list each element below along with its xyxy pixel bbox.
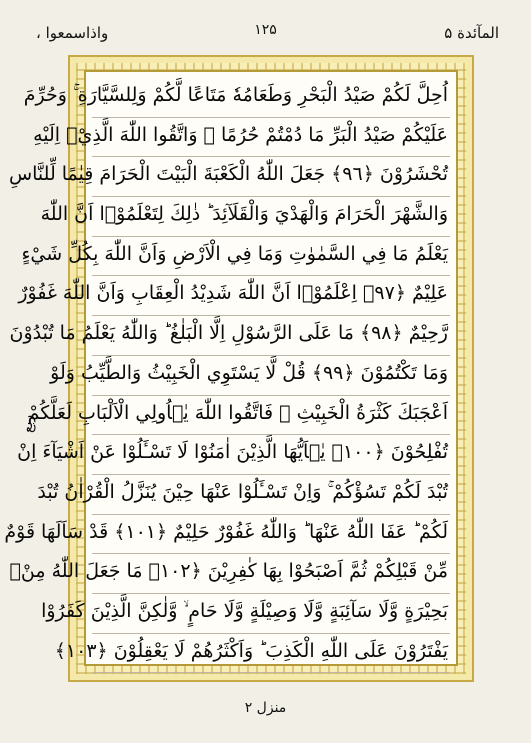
surah-name-header: المآئدة ۵ [444, 24, 499, 42]
verse-line: عَلِيْمٌ ﴿٩٧﴾ اِعْلَمُوْۤا اَنَّ اللّٰهَ شَدِيْدُ الْعِقَابِ وَاَنَّ اللّٰهَ غَفُوْرٌ [92, 276, 450, 316]
verse-line: وَالشَّهْرَ الْحَرَامَ وَالْهَدْيَ وَالْقَلَآئِدَ ؕ ذٰلِكَ لِتَعْلَمُوْۤا اَنَّ اللّٰهَ [92, 197, 450, 237]
ruku-side-marker: ربع [20, 414, 36, 433]
manzil-footer: منزل ۲ [244, 700, 287, 716]
verse-line: تُفْلِحُوْنَ ﴿١٠٠﴾ يٰۤاَيُّهَا الَّذِيْنَ اٰمَنُوْا لَا تَسْـَٔلُوْا عَنْ اَشْيَآءَ اِنْ [92, 435, 450, 475]
verse-line: اَعْجَبَكَ كَثْرَةُ الْخَبِيْثِ ۚ فَاتَّقُوا اللّٰهَ يٰۤاُولِي الْاَلْبَابِ لَعَلَّكُمْ [92, 396, 450, 436]
verse-line: عَلَيْكُمْ صَيْدُ الْبَرِّ مَا دُمْتُمْ حُرُمًا ۗ وَاتَّقُوا اللّٰهَ الَّذِيْۤ اِلَيْهِ [92, 118, 450, 158]
verse-line: وَمَا تَكْتُمُوْنَ ﴿٩٩﴾ قُلْ لَّا يَسْتَوِي الْخَبِيْثُ وَالطَّيِّبُ وَلَوْ [92, 356, 450, 396]
juz-name-header: واذاسمعوا ، [36, 24, 109, 42]
verse-line: رَّحِيْمٌ ﴿٩٨﴾ مَا عَلَى الرَّسُوْلِ اِلَّا الْبَلٰغُ ؕ وَاللّٰهُ يَعْلَمُ مَا تُبْدُوْنَ [92, 316, 450, 356]
verse-line: تُبْدَ لَكُمْ تَسُؤْكُمْ ۚ وَاِنْ تَسْـَٔلُوْا عَنْهَا حِيْنَ يُنَزَّلُ الْقُرْاٰنُ تُبْدَ [92, 475, 450, 515]
page-number: ۱۲۵ [254, 22, 277, 38]
verse-line: بَحِيْرَةٍ وَّلَا سَآئِبَةٍ وَّلَا وَصِيْلَةٍ وَّلَا حَامٍ ۙ وَّلٰكِنَّ الَّذِيْنَ كَفَرُوْا [92, 594, 450, 634]
verse-line: لَكُمْ ؕ عَفَا اللّٰهُ عَنْهَا ؕ وَاللّٰهُ غَفُوْرٌ حَلِيْمٌ ﴿١٠١﴾ قَدْ سَاَلَهَا قَوْمٌ [92, 515, 450, 555]
verse-line: تُحْشَرُوْنَ ﴿٩٦﴾ جَعَلَ اللّٰهُ الْكَعْبَةَ الْبَيْتَ الْحَرَامَ قِيٰمًا لِّلنَّاسِ [92, 157, 450, 197]
verse-line: مِّنْ قَبْلِكُمْ ثُمَّ اَصْبَحُوْا بِهَا كٰفِرِيْنَ ﴿١٠٢﴾ مَا جَعَلَ اللّٰهُ مِنْۢ [92, 554, 450, 594]
verse-line: يَفْتَرُوْنَ عَلَى اللّٰهِ الْكَذِبَ ؕ وَاَكْثَرُهُمْ لَا يَعْقِلُوْنَ ﴿١٠٣﴾ [92, 634, 450, 674]
verse-line: يَعْلَمُ مَا فِي السَّمٰوٰتِ وَمَا فِي الْاَرْضِ وَاَنَّ اللّٰهَ بِكُلِّ شَيْءٍ [92, 237, 450, 277]
verse-line: اُحِلَّ لَكُمْ صَيْدُ الْبَحْرِ وَطَعَامُهٗ مَتَاعًا لَّكُمْ وَلِلسَّيَّارَةِ ۚ وَحُرِّمَ [92, 78, 450, 118]
